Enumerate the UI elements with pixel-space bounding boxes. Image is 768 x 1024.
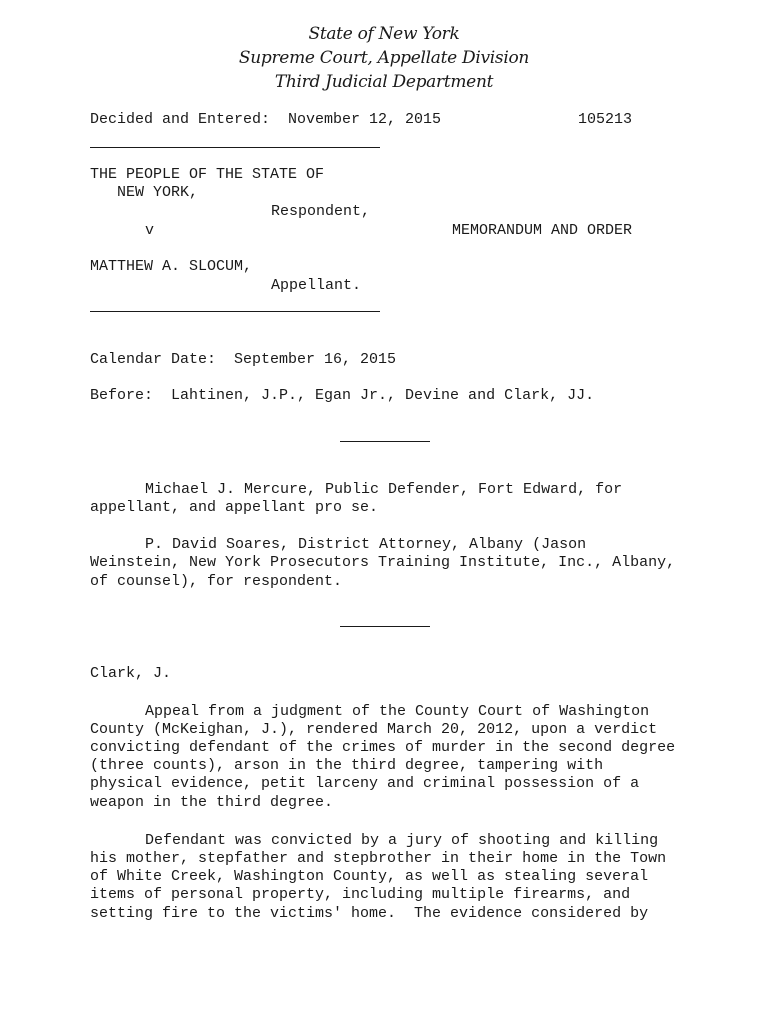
paragraph2-line: items of personal property, including multiple firearms, and [90,886,631,903]
order-type: MEMORANDUM AND ORDER [452,222,633,239]
appellant-counsel-line2: appellant, and appellant pro se. [90,499,379,516]
court-department-title: Third Judicial Department [274,72,494,92]
versus-label: v [145,222,155,239]
caption-top-rule [90,147,380,148]
appellant-name: MATTHEW A. SLOCUM, [90,258,253,275]
paragraph1-line: Appeal from a judgment of the County Court of Washington [145,703,650,720]
respondent-counsel-line1: P. David Soares, District Attorney, Albany (Jason [145,536,587,553]
paragraph1-line: weapon in the third degree. [90,794,334,811]
court-header [0,22,768,94]
respondent-role: Respondent, [271,203,371,220]
section-divider-2 [340,626,430,627]
docket-number: 105213 [578,111,633,128]
section-divider-1 [340,441,430,442]
calendar-date: Calendar Date: September 16, 2015 [90,351,397,368]
respondent-counsel-line2: Weinstein, New York Prosecutors Training Institute, Inc., Albany, [90,554,676,571]
respondent-name-line2: NEW YORK, [117,184,199,201]
decided-entered-date: Decided and Entered: November 12, 2015 [90,111,442,128]
opinion-author: Clark, J. [90,665,172,682]
paragraph1-line: physical evidence, petit larceny and criminal possession of a [90,775,640,792]
paragraph1-line: convicting defendant of the crimes of murder in the second degree [90,739,676,756]
appellant-role: Appellant. [271,277,362,294]
appellant-counsel-line1: Michael J. Mercure, Public Defender, Fort Edward, for [145,481,623,498]
paragraph1-line: County (McKeighan, J.), rendered March 20, 2012, upon a verdict [90,721,658,738]
respondent-counsel-line3: of counsel), for respondent. [90,573,343,590]
court-division-title: Supreme Court, Appellate Division [238,48,530,68]
paragraph2-line: his mother, stepfather and stepbrother in their home in the Town [90,850,667,867]
caption-bottom-rule [90,311,380,312]
paragraph2-line: Defendant was convicted by a jury of shooting and killing [145,832,659,849]
before-judges: Before: Lahtinen, J.P., Egan Jr., Devine and Clark, JJ. [90,387,595,404]
paragraph1-line: (three counts), arson in the third degree, tampering with [90,757,604,774]
paragraph2-line: setting fire to the victims' home. The evidence considered by [90,905,649,922]
paragraph2-line: of White Creek, Washington County, as well as stealing several [90,868,649,885]
respondent-name-line1: THE PEOPLE OF THE STATE OF [90,166,325,183]
court-state-title: State of New York [308,24,460,44]
